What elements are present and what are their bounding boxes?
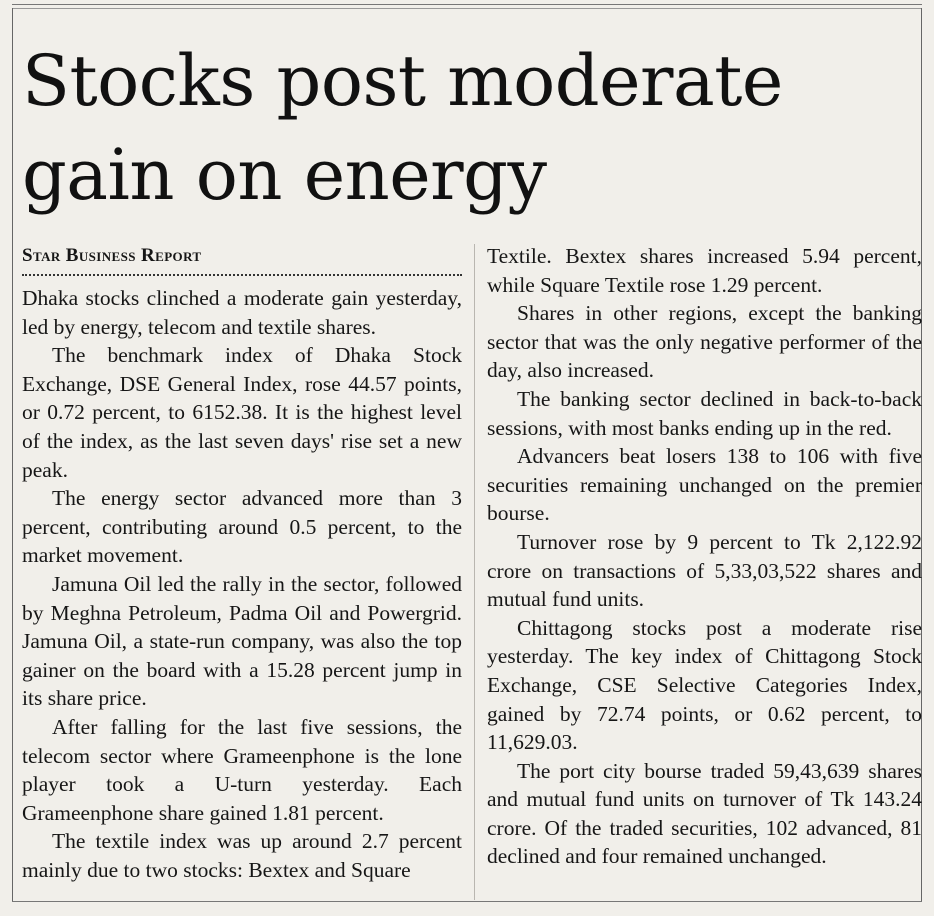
right-column — [487, 242, 922, 871]
paragraph: After falling for the last five sessions, the telecom sector where Grameenphone is the lone player took a U-turn yesterday. Each Grameenphone share gained 1.81 percent. — [22, 714, 462, 825]
paragraph: Jamuna Oil led the rally in the sector, followed by Meghna Petroleum, Padma Oil and Powergrid. Jamuna Oil, a state-run company, was also the top gainer on the board with a 15.28 percent jump in its share price. — [22, 571, 462, 711]
paragraph-continuation: Textile. Bextex shares increased 5.94 percent, while Square Textile rose 1.29 percent. — [487, 244, 922, 297]
paragraph: Advancers beat losers 138 to 106 with five securities remaining unchanged on the premier bourse. — [487, 444, 922, 526]
column-divider — [474, 244, 475, 900]
left-border — [12, 8, 13, 902]
paragraph: Chittagong stocks post a moderate rise yesterday. The key index of Chittagong Stock Exchange, CSE Selective Categories Index, gained by 72.74 points, or 0.62 percent, to 11,629.03. — [487, 615, 922, 755]
bottom-rule — [12, 901, 922, 902]
top-rule — [12, 4, 922, 9]
paragraph: The textile index was up around 2.7 percent mainly due to two stocks: Bextex and Square — [22, 829, 462, 882]
paragraph: The energy sector advanced more than 3 percent, contributing around 0.5 percent, to the market movement. — [22, 486, 462, 568]
byline: Star Business Report — [22, 245, 202, 266]
dotted-separator — [22, 274, 462, 276]
paragraph: The port city bourse traded 59,43,639 shares and mutual fund units on turnover of Tk 143.24 crore. Of the traded securities, 102 advanced, 81 declined and four remained unchanged. — [487, 758, 922, 869]
paragraph: Turnover rose by 9 percent to Tk 2,122.92 crore on transactions of 5,33,03,522 shares and mutual fund units. — [487, 529, 922, 612]
paragraph: The benchmark index of Dhaka Stock Exchange, DSE General Index, rose 44.57 points, or 0.72 percent, to 6152.38. It is the highest level of the index, as the last seven days' rise set a new peak. — [22, 343, 462, 482]
left-column — [22, 242, 462, 884]
paragraph: The banking sector declined in back-to-back sessions, with most banks ending up in the red. — [487, 386, 922, 440]
headline: Stocks post moderate gain on energy — [22, 40, 783, 216]
paragraph: Dhaka stocks clinched a moderate gain yesterday, led by energy, telecom and textile shares. — [22, 286, 462, 339]
paragraph: Shares in other regions, except the banking sector that was the only negative performer of the day, also increased. — [487, 301, 922, 383]
